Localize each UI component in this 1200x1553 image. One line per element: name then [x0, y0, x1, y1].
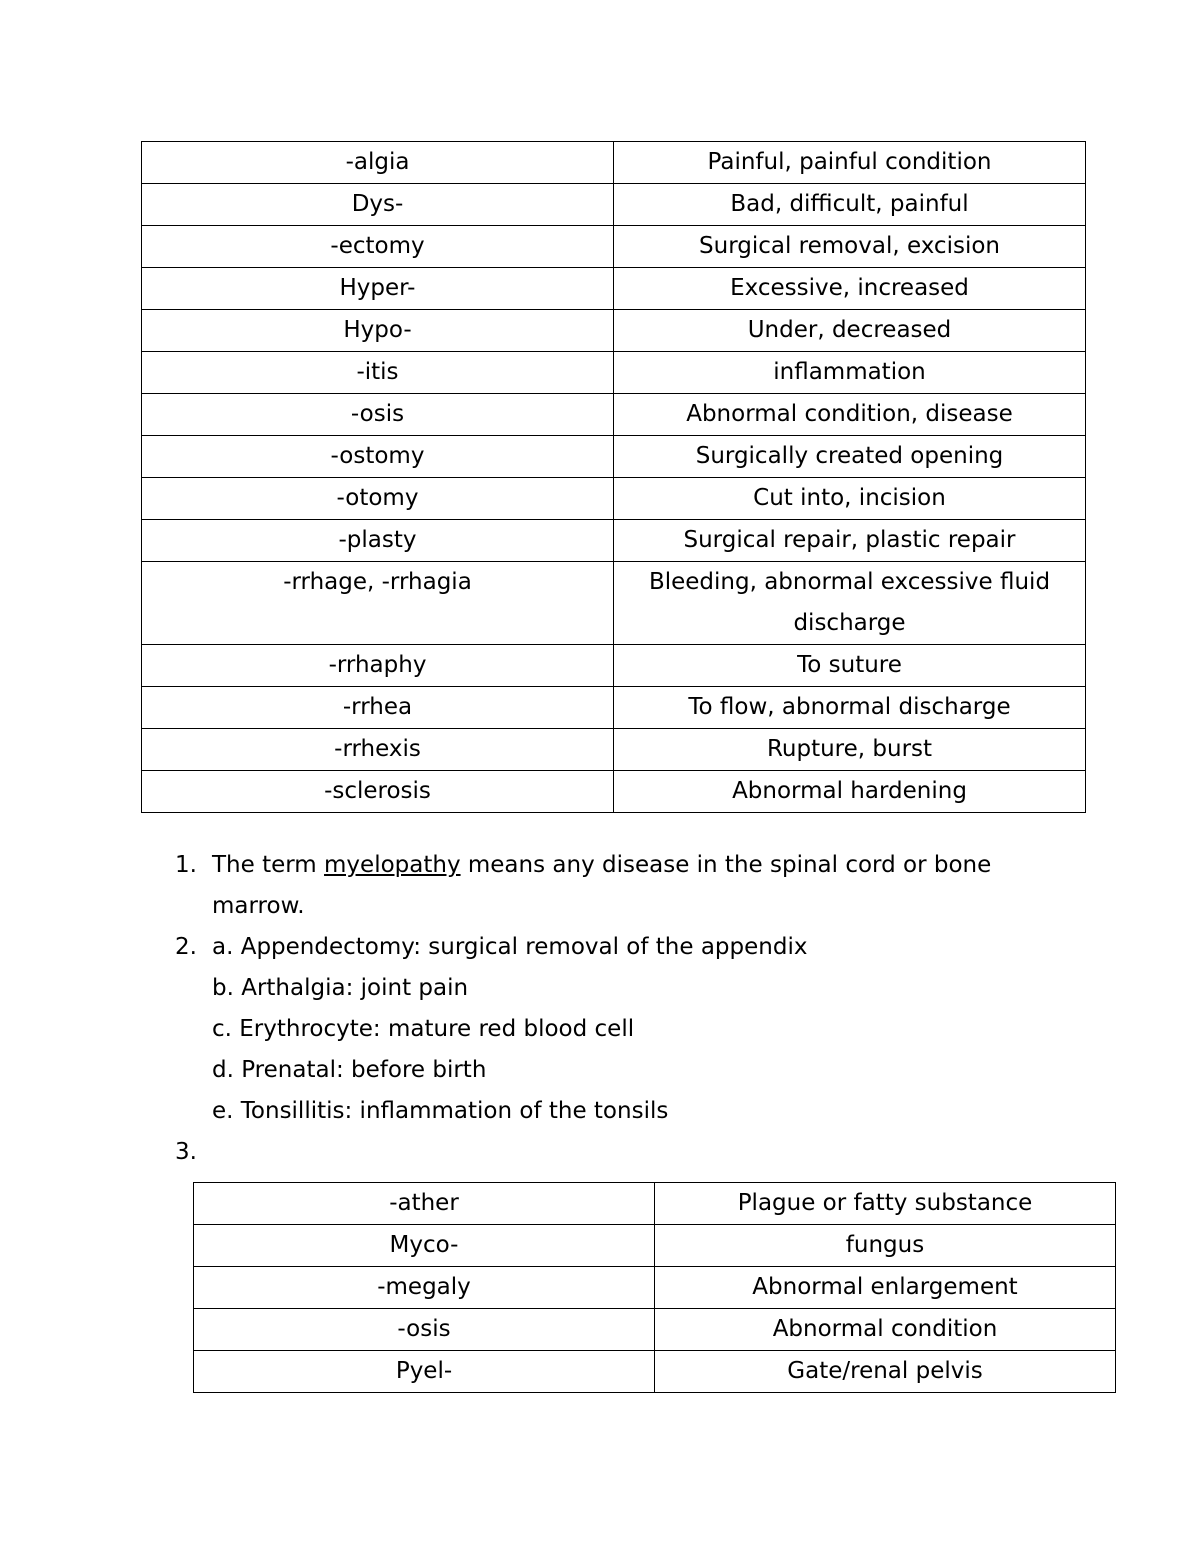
- table-row: [142, 184, 1086, 226]
- meaning-cell: Under, decreased: [614, 310, 1086, 352]
- answer-text-prefix: The term: [212, 852, 325, 878]
- table-row: [142, 310, 1086, 352]
- meaning-cell: Abnormal enlargement: [655, 1267, 1116, 1309]
- answer-item-3: [175, 1132, 1075, 1173]
- meaning-cell: fungus: [655, 1225, 1116, 1267]
- table-row: [142, 687, 1086, 729]
- answer-item-1: [175, 845, 1075, 927]
- term-cell: -ectomy: [142, 226, 614, 268]
- meaning-cell: To flow, abnormal discharge: [614, 687, 1086, 729]
- meaning-cell: Bad, difficult, painful: [614, 184, 1086, 226]
- term-cell: Hyper-: [142, 268, 614, 310]
- answer-text: [212, 845, 1075, 927]
- table-row: [194, 1183, 1116, 1225]
- meaning-cell: Gate/renal pelvis: [655, 1351, 1116, 1393]
- term-cell: Myco-: [194, 1225, 655, 1267]
- term-cell: -algia: [142, 142, 614, 184]
- answer-item-2: [175, 927, 1075, 1132]
- meaning-cell: Bleeding, abnormal excessive fluid discharge: [614, 562, 1086, 645]
- term-cell: -rrhage, -rrhagia: [142, 562, 614, 645]
- term-cell: Hypo-: [142, 310, 614, 352]
- meaning-cell: Plague or fatty substance: [655, 1183, 1116, 1225]
- table-row: [142, 562, 1086, 645]
- meaning-cell: Excessive, increased: [614, 268, 1086, 310]
- answer-subitem: c. Erythrocyte: mature red blood cell: [212, 1016, 635, 1042]
- answer-subitem: b. Arthalgia: joint pain: [212, 975, 469, 1001]
- term-cell: -rrhaphy: [142, 645, 614, 687]
- meaning-cell: Surgical removal, excision: [614, 226, 1086, 268]
- meaning-cell: Rupture, burst: [614, 729, 1086, 771]
- terms-table-body: [142, 142, 1086, 813]
- term-cell: -megaly: [194, 1267, 655, 1309]
- term-cell: Pyel-: [194, 1351, 655, 1393]
- meaning-cell: Surgical repair, plastic repair: [614, 520, 1086, 562]
- table-row: [142, 645, 1086, 687]
- table-row: [142, 436, 1086, 478]
- meaning-cell: To suture: [614, 645, 1086, 687]
- meaning-cell: Surgically created opening: [614, 436, 1086, 478]
- table-row: [142, 729, 1086, 771]
- term-cell: -osis: [142, 394, 614, 436]
- answer-list: [175, 845, 1075, 1173]
- term-cell: -rrhexis: [142, 729, 614, 771]
- terms-table: [141, 141, 1086, 813]
- table-row: [142, 478, 1086, 520]
- term-cell: -ather: [194, 1183, 655, 1225]
- table-row: [142, 268, 1086, 310]
- suffix-table-body: [194, 1183, 1116, 1393]
- suffix-table: [193, 1182, 1116, 1393]
- answer-subitem: d. Prenatal: before birth: [212, 1057, 487, 1083]
- term-cell: -ostomy: [142, 436, 614, 478]
- table-row: [142, 520, 1086, 562]
- term-cell: -otomy: [142, 478, 614, 520]
- table-row: [194, 1267, 1116, 1309]
- meaning-cell: inflammation: [614, 352, 1086, 394]
- meaning-cell: Abnormal hardening: [614, 771, 1086, 813]
- term-cell: -sclerosis: [142, 771, 614, 813]
- meaning-cell: Abnormal condition: [655, 1309, 1116, 1351]
- table-row: [142, 142, 1086, 184]
- answer-text-suffix: means any disease in the spinal cord or bone marrow.: [212, 852, 992, 919]
- meaning-cell: Cut into, incision: [614, 478, 1086, 520]
- meaning-cell: Abnormal condition, disease: [614, 394, 1086, 436]
- table-row: [142, 226, 1086, 268]
- answer-subitem: a. Appendectomy: surgical removal of the appendix: [212, 934, 808, 960]
- answer-number: 1.: [175, 852, 197, 878]
- meaning-cell: Painful, painful condition: [614, 142, 1086, 184]
- underlined-term: myelopathy: [324, 852, 461, 878]
- answer-number: 3.: [175, 1139, 197, 1165]
- term-cell: -osis: [194, 1309, 655, 1351]
- table-row: [142, 394, 1086, 436]
- answer-subitem: e. Tonsillitis: inflammation of the tonsils: [212, 1098, 669, 1124]
- term-cell: -rrhea: [142, 687, 614, 729]
- table-row: [142, 352, 1086, 394]
- answer-number: 2.: [175, 934, 197, 960]
- table-row: [194, 1225, 1116, 1267]
- term-cell: Dys-: [142, 184, 614, 226]
- term-cell: -plasty: [142, 520, 614, 562]
- term-cell: -itis: [142, 352, 614, 394]
- table-row: [194, 1309, 1116, 1351]
- answer-sublist: [212, 927, 1075, 1132]
- table-row: [194, 1351, 1116, 1393]
- table-row: [142, 771, 1086, 813]
